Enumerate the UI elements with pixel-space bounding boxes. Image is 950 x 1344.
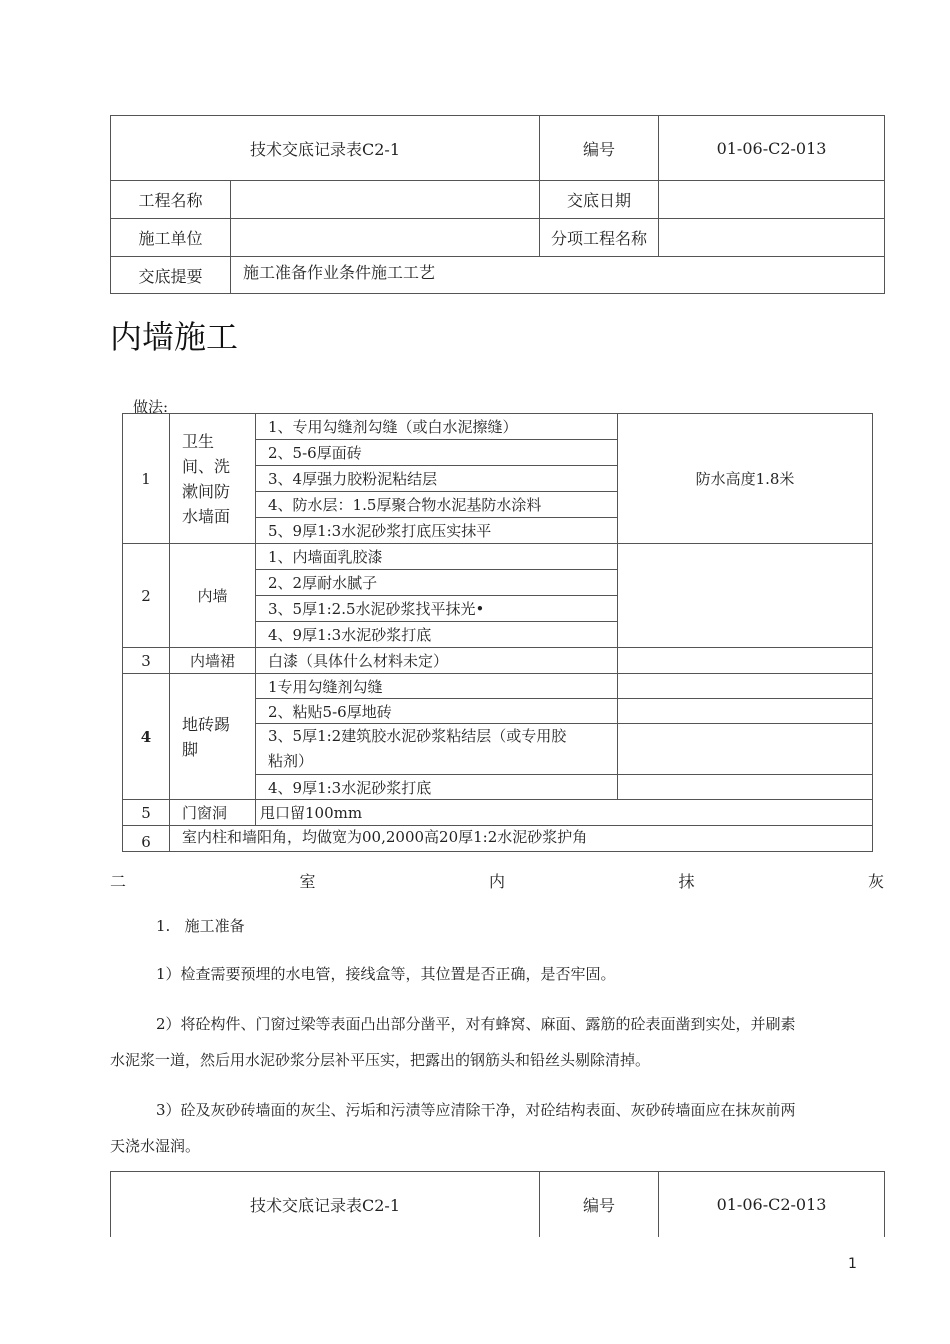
number-label: 编号: [540, 1172, 659, 1237]
row4-step: 2、粘贴5-6厚地砖: [256, 699, 618, 724]
row6-text: 室内柱和墙阳角，均做宽为00,2000高20厚1:2水泥砂浆护角: [170, 826, 873, 852]
section-1-heading: 1. 施工准备: [156, 917, 245, 935]
row1-note: 防水高度1.8米: [618, 414, 873, 544]
row2-step: 4、9厚1:3水泥砂浆打底: [256, 622, 618, 648]
header-table: [110, 115, 885, 294]
row2-name: 内墙: [170, 544, 256, 648]
paragraph-2-line-1: 2）将砼构件、门窗过梁等表面凸出部分凿平，对有蜂窝、麻面、露筋的砼表面凿到实处，并刷素: [156, 1015, 796, 1033]
row1-step: 4、防水层：1.5厚聚合物水泥基防水涂料: [256, 492, 618, 518]
date-label: 交底日期: [540, 181, 659, 219]
row4-step: 3、5厚1:2建筑胶水泥砂浆粘结层（或专用胶 粘剂）: [256, 724, 618, 775]
row2-note: [618, 544, 873, 648]
row5-number: 5: [123, 800, 170, 826]
project-name-label: 工程名称: [111, 181, 231, 219]
row3-name: 内墙裙: [170, 648, 256, 674]
row5-step: 甩口留100mm: [256, 800, 873, 826]
method-label: 做法:: [133, 398, 169, 416]
paragraph-3-line-1: 3）砼及灰砂砖墙面的灰尘、污垢和污渍等应清除干净，对砼结构表面、灰砂砖墙面应在抹灰前两: [156, 1101, 796, 1119]
row4-step: 4、9厚1:3水泥砂浆打底: [256, 775, 618, 800]
number-value: 01-06-C2-013: [659, 1172, 885, 1237]
footer-header-table: [110, 1171, 885, 1237]
page-number: 1: [848, 1256, 857, 1272]
unit-label: 施工单位: [111, 219, 231, 257]
page-title: 内墙施工: [110, 318, 239, 356]
row3-number: 3: [123, 648, 170, 674]
row1-step: 3、4厚强力胶粉泥粘结层: [256, 466, 618, 492]
unit-value[interactable]: [231, 219, 540, 257]
number-label: 编号: [540, 116, 659, 181]
paragraph-2-line-2: 水泥浆一道，然后用水泥砂浆分层补平压实，把露出的钢筋头和铅丝头剔除清掉。: [110, 1051, 651, 1069]
paragraph-3-line-2: 天浇水湿润。: [110, 1137, 201, 1155]
row1-number: 1: [123, 414, 170, 544]
row4-note: [618, 699, 873, 724]
subproject-value[interactable]: [659, 219, 885, 257]
row1-step: 1、专用勾缝剂勾缝（或白水泥擦缝）: [256, 414, 618, 440]
row6-number: 6: [123, 826, 170, 852]
form-title: 技术交底记录表C2-1: [111, 116, 540, 181]
row1-step: 5、9厚1:3水泥砂浆打底压实抹平: [256, 518, 618, 544]
row2-step: 2、2厚耐水腻子: [256, 570, 618, 596]
subproject-label: 分项工程名称: [540, 219, 659, 257]
row4-number: 4: [123, 674, 170, 800]
row3-note: [618, 648, 873, 674]
row2-step: 3、5厚1:2.5水泥砂浆找平抹光•: [256, 596, 618, 622]
row4-note: [618, 775, 873, 800]
row4-step: 1专用勾缝剂勾缝: [256, 674, 618, 699]
row3-step: 白漆（具体什么材料未定）: [256, 648, 618, 674]
row4-name: 地砖踢 脚: [170, 674, 256, 800]
form-title: 技术交底记录表C2-1: [111, 1172, 540, 1237]
number-value: 01-06-C2-013: [659, 116, 885, 181]
project-name-value[interactable]: [231, 181, 540, 219]
method-table: [122, 413, 873, 852]
row5-name: 门窗洞: [170, 800, 256, 826]
row1-name: 卫生 间、洗 漱间防 水墙面: [170, 414, 256, 544]
row1-step: 2、5-6厚面砖: [256, 440, 618, 466]
summary-label: 交底提要: [111, 257, 231, 294]
section-heading: 二 室 内 抹 灰: [110, 872, 884, 891]
row4-note: [618, 724, 873, 775]
row2-number: 2: [123, 544, 170, 648]
row2-step: 1、内墙面乳胶漆: [256, 544, 618, 570]
summary-value: 施工准备作业条件施工工艺: [231, 257, 885, 294]
paragraph-1: 1）检查需要预埋的水电管，接线盒等，其位置是否正确，是否牢固。: [156, 965, 616, 983]
row4-note: [618, 674, 873, 699]
date-value[interactable]: [659, 181, 885, 219]
